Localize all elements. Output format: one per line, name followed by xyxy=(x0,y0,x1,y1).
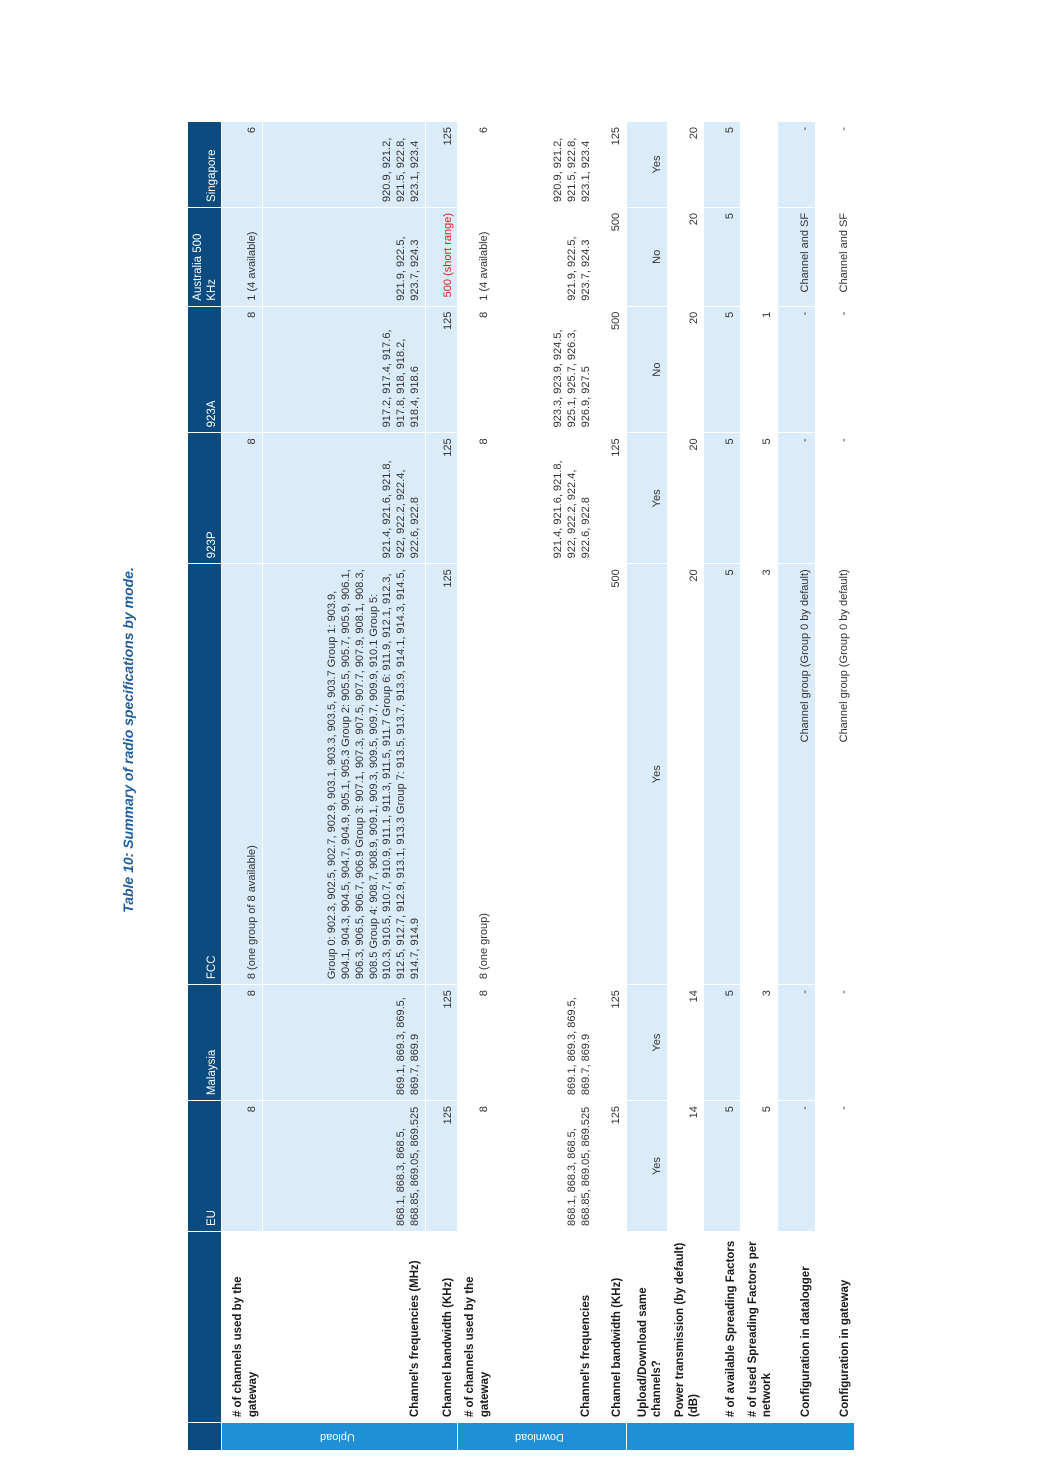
table-cell: 1 xyxy=(740,306,777,433)
table-cell: 3 xyxy=(740,564,777,985)
row-label: Channel bandwidth (KHz) xyxy=(596,1232,627,1423)
table-cell: 125 xyxy=(425,122,458,208)
table-cell: - xyxy=(816,122,855,208)
table-cell: 125 xyxy=(425,564,458,985)
table-cell: 1 (4 available) xyxy=(222,207,263,306)
header-malaysia: Malaysia xyxy=(188,985,222,1101)
table-cell: 920.9, 921.2, 921.5, 922.8, 923.1, 923.4 xyxy=(494,122,596,208)
upload-section-label: Upload xyxy=(222,1423,458,1451)
radio-spec-table xyxy=(187,121,855,1451)
table-cell: 5 xyxy=(740,1101,777,1232)
table-caption: Table 10: Summary of radio specifications by mode. xyxy=(120,567,136,913)
table-cell: 921.4, 921.6, 921.8, 922, 922.2, 922.4, 922.6, 922.8 xyxy=(263,433,426,564)
header-eu: EU xyxy=(188,1101,222,1232)
table-cell: No xyxy=(627,306,668,433)
table-row xyxy=(740,122,777,1451)
row-label: Configuration in gateway xyxy=(816,1232,855,1423)
table-cell: 8 xyxy=(222,1101,263,1232)
row-label: Power transmission (by default) (dB) xyxy=(667,1232,704,1423)
table-cell: 5 xyxy=(704,306,741,433)
table-cell: 5 xyxy=(704,207,741,306)
table-cell: 500 xyxy=(596,306,627,433)
table-cell: 8 xyxy=(458,985,495,1101)
row-label: # of channels used by the gateway xyxy=(222,1232,263,1423)
table-cell: 921.9, 922.5, 923.7, 924.3 xyxy=(263,207,426,306)
table-cell: 921.9, 922.5, 923.7, 924.3 xyxy=(494,207,596,306)
table-cell: Group 0: 902.3, 902.5, 902.7, 902.9, 903.1, 903.3, 903.5, 903.7 Group 1: 903.9, 904.1, 904.3, 904.5, 904.7, 904.9, 905.1, 905.3 Group 2: 905.5, 905.7, 905.9, 906.1, 906.3, 906.5, 906.7, 906.9 Group 3: 907.1, 907.3, 907.5, 907.7, 907.9, 908.1, 908.3, 908.5 Group 4: 908.7, 908.9, 909.1, 909.3, 909.5, 909.7, 909.9, 910.1 Group 5: 910.3, 910.5, 910.7, 910.9, 911.1, 911.3, 911.5, 911.7 Group 6: 911.9, 912.1, 912.3, 912.5, 912.7, 912.9, 913.1, 913.3 Group 7: 913.5, 913.7, 913.9, 914.1, 914.3, 914.5, 914.7, 914.9 xyxy=(263,564,426,985)
table-row xyxy=(458,122,495,1451)
table-cell: 125 xyxy=(425,306,458,433)
row-label: Channel bandwidth (KHz) xyxy=(425,1232,458,1423)
table-cell: Channel and SF xyxy=(816,207,855,306)
table-cell: - xyxy=(816,306,855,433)
header-row xyxy=(188,122,222,1451)
header-singapore: Singapore xyxy=(188,122,222,208)
table-cell: 920.9, 921.2, 921.5, 922.8, 923.1, 923.4 xyxy=(263,122,426,208)
table-row xyxy=(425,122,458,1451)
table-cell: 125 xyxy=(425,1101,458,1232)
table-cell: 500 xyxy=(596,564,627,985)
rotated-table xyxy=(187,121,855,1451)
table-cell: 8 xyxy=(458,306,495,433)
table-cell: 8 xyxy=(458,1101,495,1232)
table-cell: Yes xyxy=(627,122,668,208)
table-cell: 868.1, 868.3, 868.5, 868.85, 869.05, 869.525 xyxy=(263,1101,426,1232)
table-cell: 1 (4 available) xyxy=(458,207,495,306)
table-cell: 3 xyxy=(740,985,777,1101)
table-cell: Yes xyxy=(627,1101,668,1232)
table-cell: 6 xyxy=(222,122,263,208)
table-row xyxy=(494,122,596,1451)
table-row xyxy=(816,122,855,1451)
table-cell xyxy=(740,122,777,208)
table-cell: 921.4, 921.6, 921.8, 922, 922.2, 922.4, 922.6, 922.8 xyxy=(494,433,596,564)
table-row xyxy=(777,122,816,1451)
table-cell: 868.1, 868.3, 868.5, 868.85, 869.05, 869.525 xyxy=(494,1101,596,1232)
table-row xyxy=(704,122,741,1451)
row-label: Channel's frequencies xyxy=(494,1232,596,1423)
table-row xyxy=(222,122,263,1451)
table-cell: 5 xyxy=(740,433,777,564)
table-cell: 5 xyxy=(704,433,741,564)
table-cell: 14 xyxy=(667,985,704,1101)
table-cell: - xyxy=(777,985,816,1101)
table-cell: Channel and SF xyxy=(777,207,816,306)
row-label: Channel's frequencies (MHz) xyxy=(263,1232,426,1423)
table-cell: 8 xyxy=(222,433,263,564)
row-label: # of available Spreading Factors xyxy=(704,1232,741,1423)
row-label: Upload/Download same channels? xyxy=(627,1232,668,1423)
table-cell: 5 xyxy=(704,985,741,1101)
table-row xyxy=(667,122,704,1451)
table-cell: 917.2, 917.4, 917.6, 917.8, 918, 918.2, 918.4, 918.6 xyxy=(263,306,426,433)
table-cell: 20 xyxy=(667,122,704,208)
table-cell xyxy=(740,207,777,306)
table-cell: - xyxy=(816,433,855,564)
table-cell: - xyxy=(816,1101,855,1232)
table-cell: 20 xyxy=(667,306,704,433)
table-cell: 923.3, 923.9, 924.5, 925.1, 925.7, 926.3, 926.9, 927.5 xyxy=(494,306,596,433)
table-cell: 869.1, 869.3, 869.5, 869.7, 869.9 xyxy=(263,985,426,1101)
table-cell: - xyxy=(777,306,816,433)
table-cell: 125 xyxy=(425,985,458,1101)
table-cell: - xyxy=(777,122,816,208)
table-cell: - xyxy=(777,433,816,564)
table-cell: 125 xyxy=(596,1101,627,1232)
table-cell: Channel group (Group 0 by default) xyxy=(816,564,855,985)
table-cell: Yes xyxy=(627,985,668,1101)
header-923p: 923P xyxy=(188,433,222,564)
table-cell: No xyxy=(627,207,668,306)
table-cell: Yes xyxy=(627,433,668,564)
table-cell: 5 xyxy=(704,564,741,985)
table-cell: 20 xyxy=(667,207,704,306)
table-cell: 500 xyxy=(596,207,627,306)
table-cell: - xyxy=(816,985,855,1101)
row-label: # of used Spreading Factors per network xyxy=(740,1232,777,1423)
table-cell xyxy=(494,564,596,985)
table-cell: 8 (one group of 8 available) xyxy=(222,564,263,985)
table-cell: 20 xyxy=(667,564,704,985)
header-label-col xyxy=(188,1232,222,1423)
table-cell: 125 xyxy=(596,985,627,1101)
table-cell: 5 xyxy=(704,122,741,208)
table-row xyxy=(263,122,426,1451)
table-cell: 125 xyxy=(596,433,627,564)
table-cell: 5 xyxy=(704,1101,741,1232)
table-row xyxy=(627,122,668,1451)
table-cell: 869.1, 869.3, 869.5, 869.7, 869.9 xyxy=(494,985,596,1101)
header-923a: 923A xyxy=(188,306,222,433)
table-cell: 8 xyxy=(222,985,263,1101)
row-label: # of channels used by the gateway xyxy=(458,1232,495,1423)
header-corner xyxy=(188,1423,222,1451)
table-cell: Channel group (Group 0 by default) xyxy=(777,564,816,985)
download-section-label: Download xyxy=(458,1423,627,1451)
header-fcc: FCC xyxy=(188,564,222,985)
table-cell: - xyxy=(777,1101,816,1232)
table-cell: 500 (short range) xyxy=(425,207,458,306)
table-cell: 14 xyxy=(667,1101,704,1232)
table-cell: 125 xyxy=(596,122,627,208)
table-cell: 6 xyxy=(458,122,495,208)
table-cell: 20 xyxy=(667,433,704,564)
table-cell: 8 xyxy=(458,433,495,564)
header-australia: Australia 500 KHz xyxy=(188,207,222,306)
table-cell: 125 xyxy=(425,433,458,564)
table-row xyxy=(596,122,627,1451)
common-section-band xyxy=(627,1423,855,1451)
table-cell: 8 xyxy=(222,306,263,433)
table-cell: Yes xyxy=(627,564,668,985)
row-label: Configuration in datalogger xyxy=(777,1232,816,1423)
table-cell: 8 (one group) xyxy=(458,564,495,985)
